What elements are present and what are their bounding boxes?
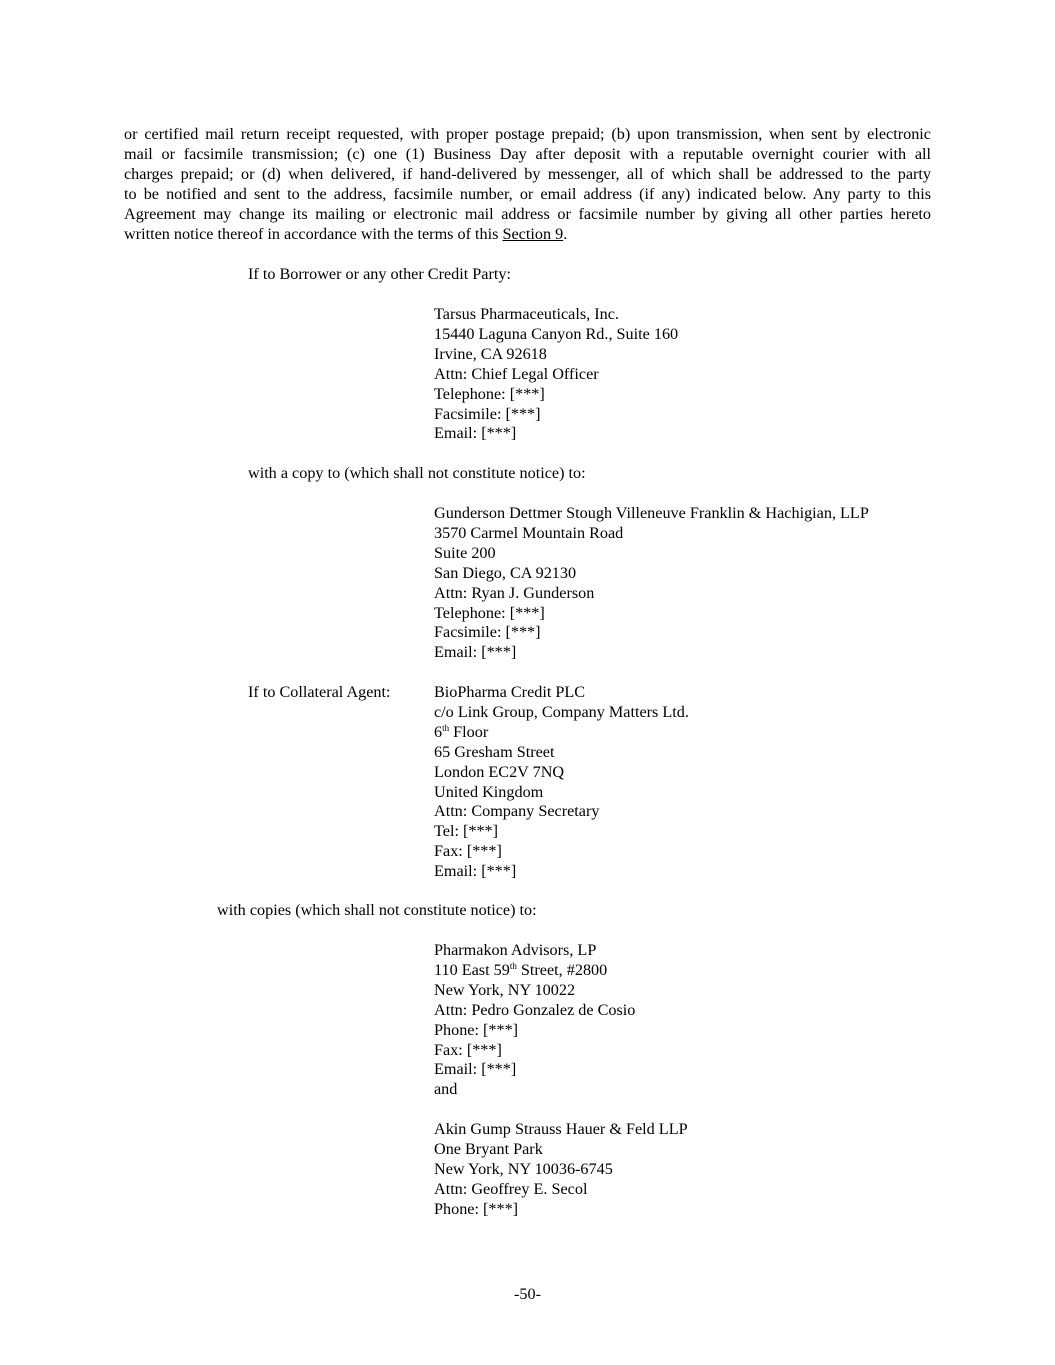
address-line: Email: [***]	[434, 1060, 517, 1079]
address-line: Email: [***]	[434, 424, 517, 443]
address-line: London EC2V 7NQ	[434, 762, 565, 781]
collateral-agent-label: If to Collateral Agent:	[248, 683, 391, 701]
address-line: Phone: [***]	[434, 1199, 519, 1218]
collateral-agent-address-block	[434, 683, 689, 882]
conjunction: and	[434, 1080, 458, 1099]
address-line: 65 Gresham Street	[434, 742, 555, 761]
address-line: 3570 Carmel Mountain Road	[434, 523, 624, 542]
address-line: Email: [***]	[434, 643, 517, 662]
paragraph-line: to be notified and sent to the address, facsimile number, or email address (if any) indicated below. Any party to this	[124, 184, 931, 203]
page-number: -50-	[514, 1285, 541, 1303]
floor-number: 6	[434, 722, 443, 741]
notice-paragraph	[124, 125, 931, 244]
address-line: Facsimile: [***]	[434, 623, 541, 642]
address-line: BioPharma Credit PLC	[434, 683, 586, 701]
address-line: San Diego, CA 92130	[434, 563, 577, 582]
address-line: Phone: [***]	[434, 1020, 519, 1039]
ordinal-suffix: th	[442, 722, 450, 733]
borrower-address-block	[434, 305, 678, 444]
address-line: Irvine, CA 92618	[434, 344, 547, 363]
address-line: Attn: Company Secretary	[434, 802, 600, 821]
address-line: Gunderson Dettmer Stough Villeneuve Franklin & Hachigian, LLP	[434, 504, 869, 522]
address-line-street	[434, 961, 635, 981]
address-line: Attn: Chief Legal Officer	[434, 364, 599, 383]
borrower-notice-label: If to Borrower or any other Credit Party:	[248, 265, 511, 283]
address-line: United Kingdom	[434, 782, 544, 801]
paragraph-text: written notice thereof in accordance with the terms of this	[124, 224, 503, 243]
street-text: Street, #2800	[516, 960, 608, 979]
paragraph-line: charges prepaid; or (d) when delivered, if hand-delivered by messenger, all of which shall be addressed to the party	[124, 164, 931, 183]
street-text: 110 East 59	[434, 960, 510, 979]
address-line: Facsimile: [***]	[434, 404, 541, 423]
address-line: Tarsus Pharmaceuticals, Inc.	[434, 305, 619, 323]
address-line: Telephone: [***]	[434, 384, 545, 403]
akin-gump-address-block	[434, 1120, 688, 1220]
address-line: Fax: [***]	[434, 1040, 502, 1059]
address-line: New York, NY 10022	[434, 980, 576, 999]
paragraph-text: .	[563, 224, 568, 243]
address-line: Attn: Pedro Gonzalez de Cosio	[434, 1000, 636, 1019]
address-line: One Bryant Park	[434, 1139, 543, 1158]
address-line: Pharmakon Advisors, LP	[434, 941, 597, 959]
address-line-floor	[434, 723, 689, 743]
address-line: 15440 Laguna Canyon Rd., Suite 160	[434, 324, 679, 343]
section-reference: Section 9	[502, 224, 564, 243]
address-line: Tel: [***]	[434, 822, 499, 841]
borrower-copy-label: with a copy to (which shall not constitute notice) to:	[248, 464, 586, 482]
paragraph-line: or certified mail return receipt requested, with proper postage prepaid; (b) upon transmission, when sent by electronic	[124, 125, 931, 143]
address-line: Attn: Geoffrey E. Secol	[434, 1179, 588, 1198]
paragraph-last-line	[124, 225, 931, 245]
pharmakon-address-block	[434, 941, 635, 1100]
address-line: Attn: Ryan J. Gunderson	[434, 583, 595, 602]
address-line: Telephone: [***]	[434, 603, 545, 622]
address-line: Email: [***]	[434, 862, 517, 881]
address-line: Fax: [***]	[434, 842, 502, 861]
address-line: New York, NY 10036-6745	[434, 1159, 613, 1178]
paragraph-line: Agreement may change its mailing or electronic mail address or facsimile number by giving all other parties hereto	[124, 204, 931, 223]
address-line: c/o Link Group, Company Matters Ltd.	[434, 702, 689, 721]
floor-text: Floor	[449, 722, 489, 741]
agent-copies-label: with copies (which shall not constitute notice) to:	[217, 901, 537, 919]
paragraph-line: mail or facsimile transmission; (c) one (1) Business Day after deposit with a reputable overnight courier with all	[124, 144, 931, 163]
borrower-counsel-address-block	[434, 504, 869, 663]
address-line: Suite 200	[434, 543, 496, 562]
address-line: Akin Gump Strauss Hauer & Feld LLP	[434, 1120, 688, 1138]
ordinal-suffix: th	[509, 960, 517, 971]
